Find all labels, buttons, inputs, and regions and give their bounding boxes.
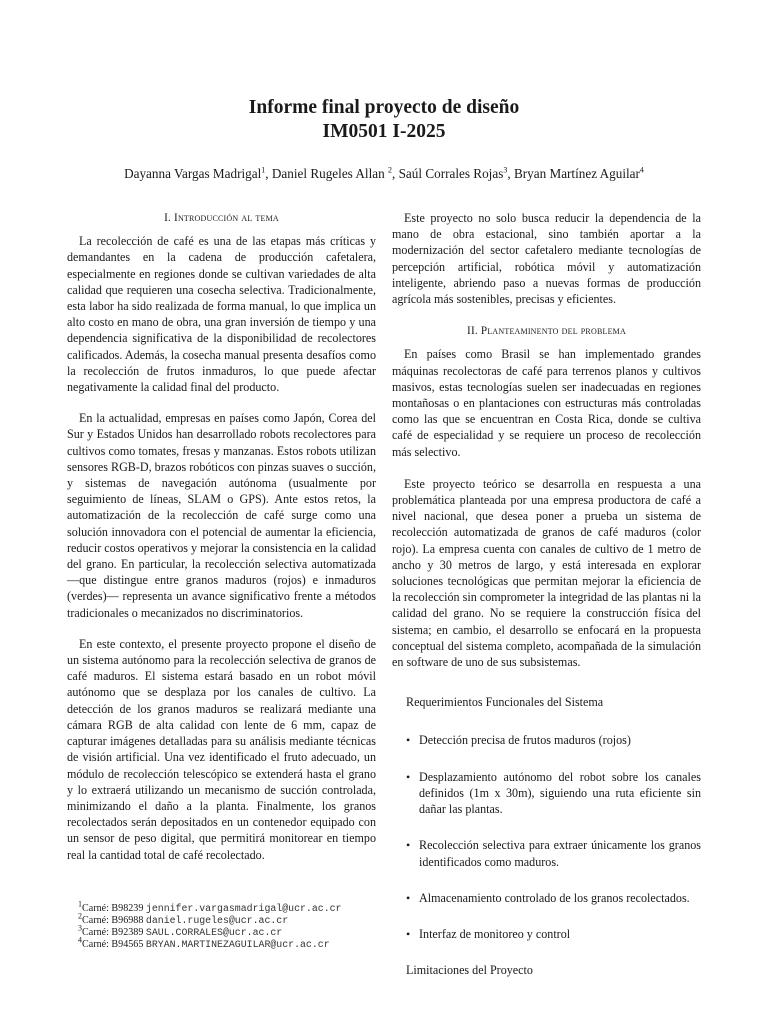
list-item: • Detección precisa de frutos maduros (rojos) (406, 733, 631, 748)
paper-title: Informe final proyecto de diseño (248, 97, 520, 118)
left-column (67, 210, 376, 878)
paragraph: Este proyecto no solo busca reducir la dependencia de la mano de obra estacional, sino también aportar a la modernización del sector cafetalero mediante tecnologías de percepción artificial, robótica móvil y automatización inteligente, abriendo paso a nuevas formas de producción agrícola más sostenibles, precisas y eficientes. (392, 211, 701, 307)
list-item: • Interfaz de monitoreo y control (406, 926, 571, 941)
section-number: I. (164, 212, 175, 224)
section-title: Introducción al tema (174, 212, 279, 224)
paragraph: En la actualidad, empresas en países como Japón, Corea del Sur y Estados Unidos han desarrollado robots recolectores para cultivos como tomates, fresas y manzanas. Estos robots utilizan sensores RGB-D, brazos robóticos con pinzas suaves o succión, y sistemas de navegación autónoma (usualmente por seguimiento de líneas, SLAM o GPS). Ante estos retos, la automatización de la recolección de café surge como una solución innovadora con el potencial de aumentar la eficiencia, reducir costos operativos y mejorar la consistencia en la calidad del grano. En particular, la recolección selectiva automatizada —que distingue entre granos maduros (rojos) e inmaduros (verdes)— representa un avance significativo frente a métodos tradicionales o mecanizados no discriminatorios. (67, 411, 376, 620)
section-heading-introduccion (67, 210, 376, 226)
footnote-mark: 4 (78, 935, 82, 945)
footnote-label: Carné: B96988 (82, 915, 146, 926)
footnote-email: BRYAN.MARTINEZAGUILAR@ucr.ac.cr (145, 939, 330, 950)
list-item: • Desplazamiento autónomo del robot sobre los canales definidos (1m x 30m), siguiendo una ruta eficiente sin dañar las plantas. (406, 769, 701, 817)
footnote-mark: 3 (78, 923, 82, 933)
section-heading-planteamiento (392, 323, 701, 339)
author-name: Dayanna Vargas Madrigal (124, 166, 262, 181)
bullet-icon: • (406, 838, 411, 853)
right-column (392, 210, 701, 978)
footnote (78, 923, 378, 939)
bullet-icon: • (406, 769, 411, 784)
bullet-icon: • (406, 733, 411, 748)
bullet-icon: • (406, 926, 411, 941)
footnote-email: jennifer.vargasmadrigal@ucr.ac.cr (145, 903, 342, 914)
paragraph: En países como Brasil se han implementado grandes máquinas recolectoras de café para terrenos planos y cultivos masivos, estas tecnologías suelen ser inadecuadas en regiones montañosas o en plantaciones con estructuras más controladas como las que se encuentran en Costa Rica, donde se cultiva café de especialidad y se requiere un proceso de recolección más selectivo. (392, 347, 701, 459)
footnote (78, 911, 378, 927)
requirements-list (392, 732, 701, 942)
author-footnote-mark: 2 (387, 165, 392, 175)
list-item: • Almacenamiento controlado de los granos recolectados. (406, 890, 690, 905)
footnote-email: daniel.rugeles@ucr.ac.cr (145, 915, 289, 926)
footnote-email: SAUL.CORRALES@ucr.ac.cr (145, 927, 283, 938)
footnotes (78, 899, 378, 951)
footnote (78, 899, 378, 915)
section-title: Planteaminento del problema (480, 325, 626, 338)
paragraph: La recolección de café es una de las etapas más críticas y demandantes en la cadena de producción cafetalera, especialmente en regiones donde se cultivan variedades de alta calidad que requieren una cosecha selectiva. Tradicionalmente, esta labor ha sido realizada de forma manual, lo que implica un alto costo en mano de obra, una gran inversión de tiempo y una dependencia significativa de la disponibilidad de recolectores calificados. Además, la cosecha manual presenta desafíos como la recolección de frutos inmaduros, lo que puede afectar negativamente la calidad final del producto. (67, 234, 376, 395)
footnote-mark: 2 (78, 911, 82, 921)
author-list: Dayanna Vargas Madrigal$^1$, Daniel Rugeles Allan $^2$, Saúl Corrales Rojas$^3$, Bryan Martínez Aguilar$^4$ (124, 165, 644, 181)
section-number: II. (467, 325, 481, 338)
author-name: Daniel Rugeles Allan (271, 166, 388, 181)
author-name: Saúl Corrales Rojas (398, 166, 504, 181)
footnote-label: Carné: B94565 (82, 939, 146, 950)
course-code: IM0501 I-2025 (322, 121, 446, 142)
paragraph: Este proyecto teórico se desarrolla en respuesta a una problemática planteada por una empresa productora de café a nivel nacional, que desea poner a prueba un sistema de recolección automatizada de granos de café maduros (color rojo). La empresa cuenta con canales de cultivo de 1 metro de ancho y 30 metros de largo, y está interesada en explorar soluciones tecnológicas que permitan mejorar la eficiencia de la recolección sin comprometer la integridad de las plantas ni la calidad del grano. No se requiere la construcción física del sistema; en cambio, el desarrollo se enfocará en la propuesta conceptual del sistema completo, acompañada de la simulación en software de uno de sus subsistemas. (392, 476, 701, 670)
author-footnote-mark: 3 (503, 165, 508, 175)
paragraph: En este contexto, el presente proyecto propone el diseño de un sistema autónomo para la recolección selectiva de granos de café maduros. El sistema estará basado en un robot móvil autónomo que se desplaza por los canales de cultivo. La detección de los granos maduros se realizará mediante una cámara RGB de alta calidad con lente de 6 mm, capaz de capturar imágenes detalladas para su análisis mediante técnicas de visión artificial. Una vez identificado el fruto adecuado, un módulo de recolección telescópico se extenderá hasta el grano y lo extraerá utilizando un mecanismo de succión controlada, minimizando el daño a la planta. Finalmente, los granos recolectados serán depositados en un contenedor equipado con un sensor de peso digital, que permitirá monitorear en tiempo real la cantidad total de café recolectado. (67, 636, 376, 862)
footnote (78, 935, 378, 951)
list-item: • Recolección selectiva para extraer únicamente los granos identificados como maduros. (406, 838, 701, 869)
footnote-label: Carné: B92389 (82, 927, 146, 938)
requirements-heading: Requerimientos Funcionales del Sistema (406, 695, 604, 710)
footnote-mark: 1 (78, 899, 82, 909)
author-name: Bryan Martínez Aguilar (513, 166, 640, 181)
bullet-icon: • (406, 890, 411, 905)
limitations-heading: Limitaciones del Proyecto (406, 963, 533, 978)
author-footnote-mark: 1 (261, 165, 266, 175)
footnote-label: Carné: B98239 (82, 903, 146, 914)
author-footnote-mark: 4 (639, 165, 644, 175)
